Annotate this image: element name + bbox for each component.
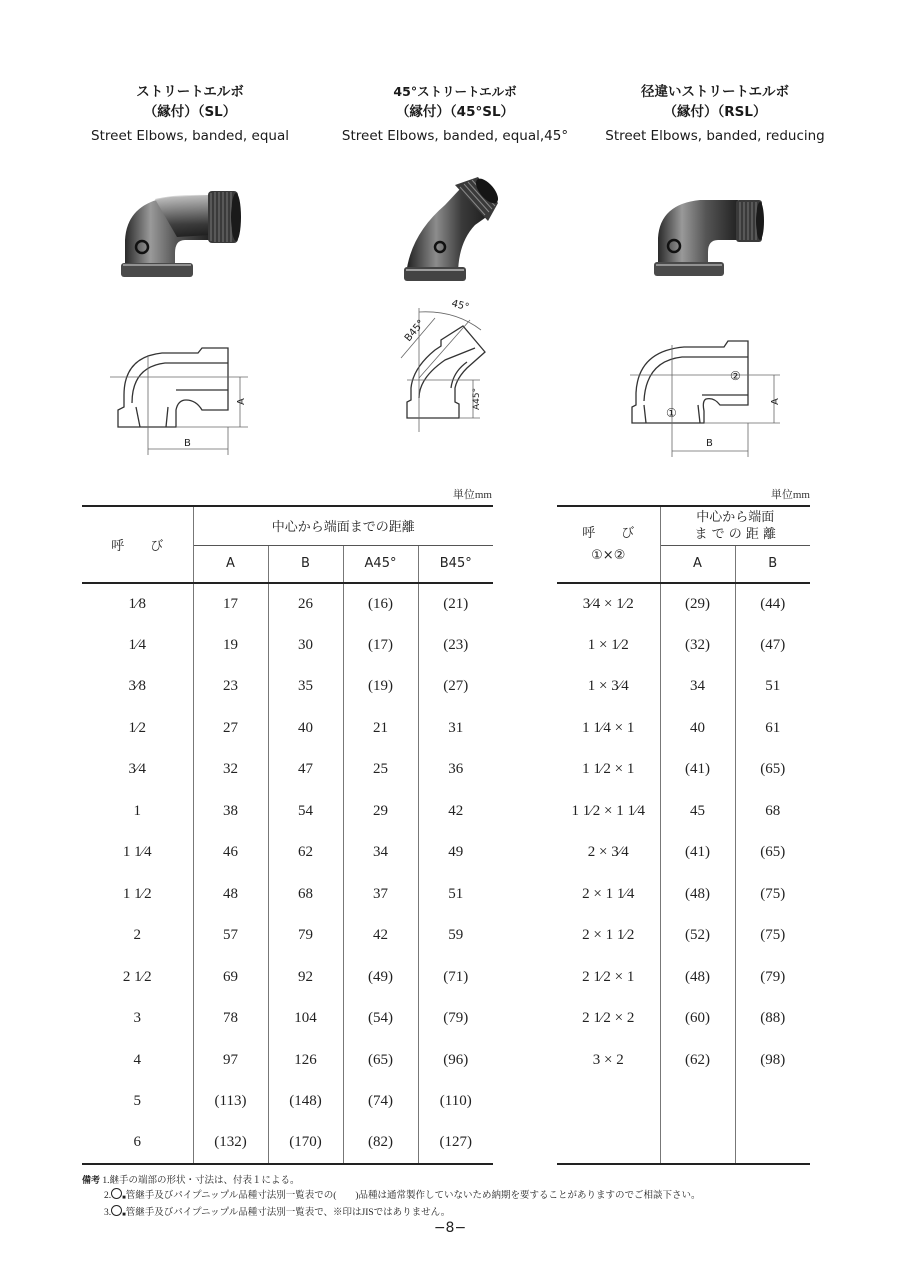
remarks [82, 1175, 782, 1222]
title-en: Street Elbows, banded, equal [91, 128, 289, 144]
remark-number: 3. [104, 1208, 112, 1218]
cell-size: 3⁄8 [128, 678, 146, 695]
title-jp: 45°ストリートエルボ [393, 84, 517, 99]
cell-size: 1 1⁄2 × 1 1⁄4 [571, 802, 645, 819]
header-col-b45: B45° [418, 545, 493, 583]
svg-text:B: B [706, 438, 713, 449]
cell-size: 2 × 1 1⁄2 [582, 927, 635, 944]
header-col-a: A [193, 545, 268, 583]
cell-size: 3 × 2 [592, 1051, 624, 1068]
cell-b: (148) [268, 1081, 343, 1123]
table-row [82, 998, 493, 1040]
cell-size: 2 1⁄2 × 2 [582, 1010, 635, 1027]
table-row [557, 583, 810, 625]
cell-b: 35 [268, 666, 343, 708]
cell-b: 62 [268, 832, 343, 874]
table-row [557, 998, 810, 1040]
table-row [557, 666, 810, 708]
svg-text:①: ① [666, 406, 677, 420]
cell-b: 68 [268, 874, 343, 916]
nkj-logo-icon [111, 1205, 122, 1216]
cell-size: 2 × 3⁄4 [587, 844, 629, 861]
cell-b: 54 [268, 791, 343, 833]
product-title-sl [70, 82, 310, 146]
cell-a: 34 [660, 666, 735, 708]
street-elbow-45-drawing [395, 290, 505, 435]
street-elbow-photo [115, 185, 250, 280]
cell-size: 4 [133, 1051, 141, 1068]
cell-b: (44) [735, 583, 810, 625]
table-row [557, 832, 810, 874]
cell-empty [735, 1081, 810, 1164]
cell-a: (113) [193, 1081, 268, 1123]
cell-a45: 42 [343, 915, 418, 957]
remark-number: 2. [104, 1191, 112, 1201]
cell-size: 1 [133, 802, 141, 819]
cell-size: 1 × 3⁄4 [587, 678, 629, 695]
remark-text: 1.継手の端部の形状・寸法は、付表１による。 [102, 1176, 300, 1186]
cell-b45: 36 [418, 749, 493, 791]
unit-label-left: 単位mm [452, 489, 492, 501]
table-row [557, 874, 810, 916]
cell-size: 2 [133, 927, 141, 944]
header-size [557, 506, 660, 583]
cell-b: (65) [735, 749, 810, 791]
cell-b45: 59 [418, 915, 493, 957]
table-row [82, 874, 493, 916]
cell-size: 1 1⁄4 × 1 [582, 719, 635, 736]
table-row [82, 791, 493, 833]
cell-a: 45 [660, 791, 735, 833]
table-row [557, 915, 810, 957]
cell-b45: 31 [418, 708, 493, 750]
header-size-sub: ①×② [591, 547, 626, 563]
table-row [82, 832, 493, 874]
cell-b: 51 [735, 666, 810, 708]
cell-b: (79) [735, 957, 810, 999]
cell-a: 27 [193, 708, 268, 750]
cell-b: 104 [268, 998, 343, 1040]
cell-b: 40 [268, 708, 343, 750]
table-row [557, 708, 810, 750]
svg-text:45°: 45° [450, 298, 471, 314]
subtitle-jp: （縁付）（SL） [143, 104, 237, 120]
street-elbow-45-photo [400, 175, 500, 285]
nkj-logo-mark: ■ [122, 1195, 126, 1201]
header-col-a: A [660, 545, 735, 583]
cell-a45: (17) [343, 625, 418, 667]
cell-a45: 25 [343, 749, 418, 791]
dimension-table-reducing [557, 505, 810, 1165]
cell-b: (170) [268, 1123, 343, 1165]
header-size-label: 呼 び [582, 525, 635, 541]
table-row-empty [557, 1081, 810, 1164]
cell-size: 3⁄4 × 1⁄2 [557, 583, 660, 625]
cell-a45: 37 [343, 874, 418, 916]
cell-a45: (19) [343, 666, 418, 708]
cell-a45: (54) [343, 998, 418, 1040]
product-title-45sl [335, 82, 575, 146]
title-jp: 径違いストリートエルボ [641, 84, 789, 100]
cell-a: (32) [660, 625, 735, 667]
remark-text: 管継手及びパイプニップル品種寸法別一覧表での( )品種は通常製作していないため納期を要することがありますのでご相談下さい。 [125, 1191, 701, 1201]
street-elbow-drawing [110, 345, 255, 460]
table-row [82, 1081, 493, 1123]
cell-empty [660, 1081, 735, 1164]
cell-a: (41) [660, 832, 735, 874]
cell-b: 26 [268, 583, 343, 625]
svg-text:A: A [236, 398, 247, 405]
cell-a: 32 [193, 749, 268, 791]
header-group-line1: 中心から端面 [696, 509, 775, 525]
svg-text:A45°: A45° [472, 387, 482, 410]
cell-a: 40 [660, 708, 735, 750]
cell-b45: (21) [418, 583, 493, 625]
cell-a45: (49) [343, 957, 418, 999]
cell-a: (29) [660, 583, 735, 625]
title-jp: ストリートエルボ [136, 84, 244, 100]
unit-label-right: 単位mm [770, 489, 810, 501]
cell-b45: (27) [418, 666, 493, 708]
cell-b45: (127) [418, 1123, 493, 1165]
cell-size: 5 [133, 1093, 141, 1110]
cell-a: 19 [193, 625, 268, 667]
cell-a: 38 [193, 791, 268, 833]
table-row [82, 666, 493, 708]
cell-b: 61 [735, 708, 810, 750]
cell-b45: 49 [418, 832, 493, 874]
cell-size: 1⁄2 [128, 719, 146, 736]
header-col-b: B [735, 545, 810, 583]
cell-b: 68 [735, 791, 810, 833]
table-row [82, 625, 493, 667]
table-row [557, 1040, 810, 1082]
title-en: Street Elbows, banded, equal,45° [341, 128, 569, 144]
svg-text:②: ② [730, 369, 741, 383]
remark-1 [82, 1175, 782, 1188]
cell-size: 2 1⁄2 × 1 [582, 968, 635, 985]
title-en: Street Elbows, banded, reducing [605, 128, 825, 144]
cell-a: (48) [660, 874, 735, 916]
header-distance-group: 中心から端面までの距離 [193, 506, 493, 545]
nkj-logo-mark: ■ [122, 1212, 126, 1218]
svg-text:B45°: B45° [402, 318, 428, 344]
table-row [82, 915, 493, 957]
cell-b: 79 [268, 915, 343, 957]
dimension-table-equal [82, 505, 493, 1165]
cell-b: 126 [268, 1040, 343, 1082]
cell-b: (88) [735, 998, 810, 1040]
product-title-rsl [595, 82, 835, 146]
table-row [82, 708, 493, 750]
cell-a45: (65) [343, 1040, 418, 1082]
cell-a: 57 [193, 915, 268, 957]
cell-size: 6 [82, 1123, 193, 1165]
table-row [82, 749, 493, 791]
cell-b45: 42 [418, 791, 493, 833]
cell-a45: (82) [343, 1123, 418, 1165]
cell-a45: 29 [343, 791, 418, 833]
cell-b45: 51 [418, 874, 493, 916]
cell-b: (98) [735, 1040, 810, 1082]
cell-b45: (96) [418, 1040, 493, 1082]
table-row [82, 1123, 493, 1165]
header-col-b: B [268, 545, 343, 583]
cell-a: (52) [660, 915, 735, 957]
remark-2 [82, 1188, 782, 1205]
cell-size: 3⁄4 [128, 761, 146, 778]
cell-size: 1⁄8 [82, 583, 193, 625]
header-size: 呼 び [82, 506, 193, 583]
table-row [82, 957, 493, 999]
cell-b: (65) [735, 832, 810, 874]
cell-a45: (74) [343, 1081, 418, 1123]
cell-b: 92 [268, 957, 343, 999]
cell-b45: (71) [418, 957, 493, 999]
cell-size: 1 1⁄4 [122, 844, 152, 861]
cell-size: 2 × 1 1⁄4 [582, 885, 635, 902]
cell-a: 46 [193, 832, 268, 874]
table-row [557, 749, 810, 791]
cell-a: (48) [660, 957, 735, 999]
cell-a: 23 [193, 666, 268, 708]
svg-text:B: B [184, 438, 191, 449]
subtitle-jp: （縁付）（RSL） [663, 104, 767, 120]
cell-a45: (16) [343, 583, 418, 625]
table-row [557, 625, 810, 667]
cell-b: (75) [735, 874, 810, 916]
table-row [557, 791, 810, 833]
cell-a45: 34 [343, 832, 418, 874]
cell-a: 69 [193, 957, 268, 999]
svg-text:A: A [770, 398, 781, 405]
cell-a: 48 [193, 874, 268, 916]
cell-b: 30 [268, 625, 343, 667]
cell-a: 78 [193, 998, 268, 1040]
header-group-line2: ま で の 距 離 [694, 526, 777, 542]
cell-a: (62) [660, 1040, 735, 1082]
cell-a45: 21 [343, 708, 418, 750]
reducing-street-elbow-drawing [620, 335, 790, 460]
cell-b45: (23) [418, 625, 493, 667]
cell-b: 47 [268, 749, 343, 791]
cell-size: 1 × 1⁄2 [587, 636, 629, 653]
nkj-logo-icon [111, 1188, 122, 1199]
cell-empty [557, 1081, 660, 1164]
cell-size: 1⁄4 [128, 636, 146, 653]
subtitle-jp: （縁付）（45°SL） [395, 104, 515, 120]
cell-a: (132) [193, 1123, 268, 1165]
cell-b45: (79) [418, 998, 493, 1040]
cell-b: (75) [735, 915, 810, 957]
table-row [82, 1040, 493, 1082]
cell-a: (41) [660, 749, 735, 791]
cell-a: 97 [193, 1040, 268, 1082]
reducing-street-elbow-photo [650, 190, 770, 280]
page-number: −8− [433, 1220, 467, 1236]
cell-size: 1 1⁄2 × 1 [582, 761, 635, 778]
cell-b45: (110) [418, 1081, 493, 1123]
cell-a: (60) [660, 998, 735, 1040]
cell-size: 3 [133, 1010, 141, 1027]
table-row [557, 957, 810, 999]
cell-size: 2 1⁄2 [122, 968, 152, 985]
remarks-label: 備考 [82, 1176, 101, 1186]
cell-b: (47) [735, 625, 810, 667]
remark-text: 管継手及びパイプニップル品種寸法別一覧表で、※印はJISではありません。 [125, 1208, 451, 1218]
header-distance-group [660, 506, 810, 545]
cell-a: 17 [193, 583, 268, 625]
cell-size: 1 1⁄2 [122, 885, 152, 902]
header-col-a45: A45° [343, 545, 418, 583]
table-row [82, 583, 493, 625]
